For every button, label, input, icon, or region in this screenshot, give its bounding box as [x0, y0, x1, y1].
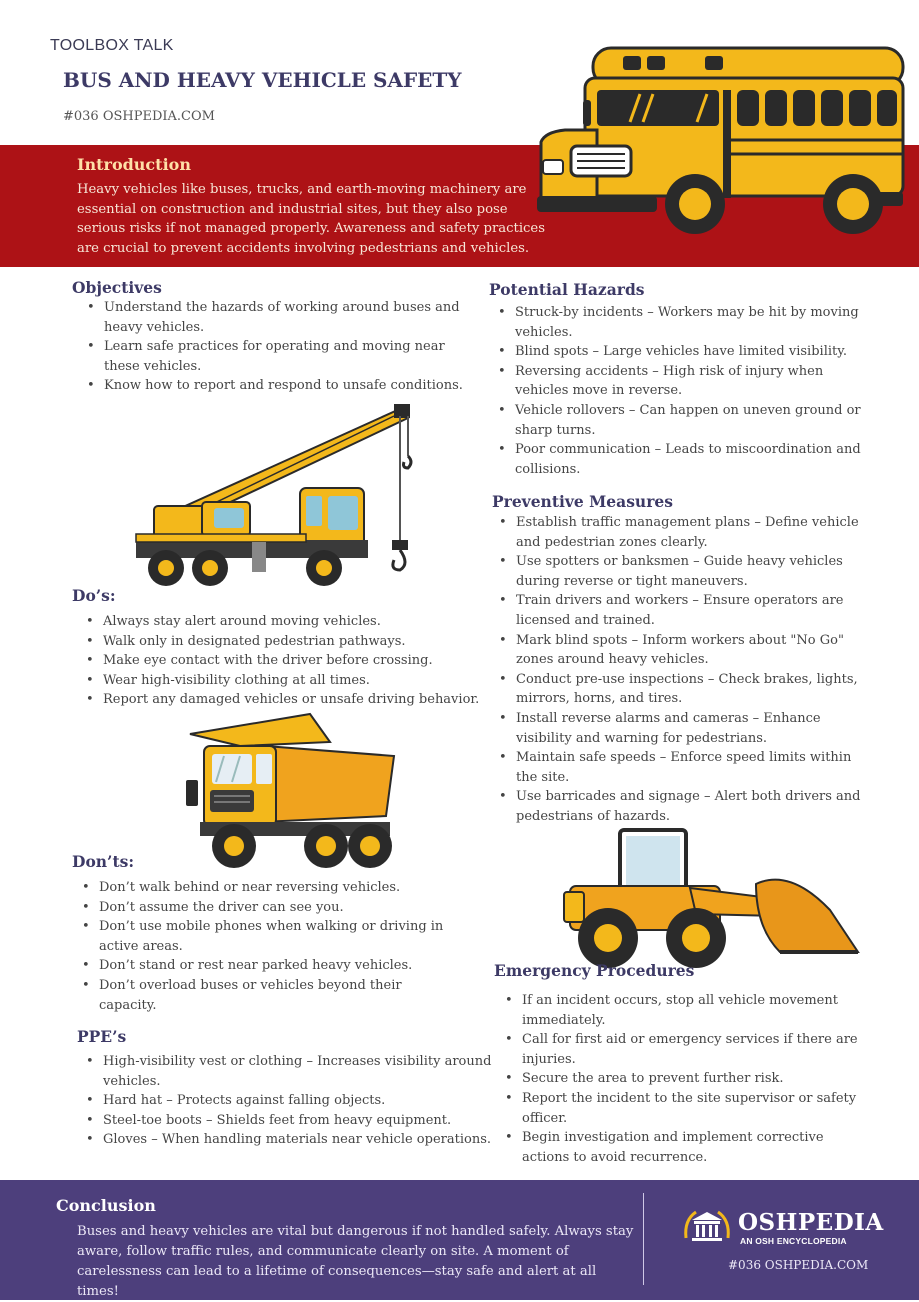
list-item: • Begin investigation and implement corrective actions to avoid recurrence. [505, 1128, 870, 1167]
list-item: • Secure the area to prevent further risk. [505, 1069, 870, 1089]
list-item: • Blind spots – Large vehicles have limited visibility. [498, 342, 873, 362]
list-item: • Understand the hazards of working around buses and heavy vehicles. [87, 298, 467, 337]
hazards-list [498, 303, 873, 479]
footer-divider [643, 1193, 644, 1285]
emergency-title: Emergency Procedures [494, 961, 695, 980]
list-item: • Report the incident to the site supervisor or safety officer. [505, 1089, 870, 1128]
dos-title: Do’s: [72, 586, 116, 605]
dos-list [86, 612, 486, 710]
list-item: • Steel-toe boots – Shields feet from heavy equipment. [86, 1111, 496, 1131]
list-item: • Make eye contact with the driver before crossing. [86, 651, 486, 671]
list-item: • Always stay alert around moving vehicles. [86, 612, 486, 632]
footer-number: #036 OSHPEDIA.COM [728, 1258, 869, 1272]
list-item: • Don’t use mobile phones when walking or driving in active areas. [82, 917, 462, 956]
list-item: • Train drivers and workers – Ensure operators are licensed and trained. [499, 591, 869, 630]
list-item: • Maintain safe speeds – Enforce speed limits within the site. [499, 748, 869, 787]
crane-truck-icon [132, 402, 422, 590]
list-item: • Don’t stand or rest near parked heavy vehicles. [82, 956, 462, 976]
preventive-title: Preventive Measures [492, 492, 673, 511]
introduction-title: Introduction [77, 155, 191, 174]
list-item: • Poor communication – Leads to miscoordination and collisions. [498, 440, 873, 479]
list-item: • Conduct pre-use inspections – Check brakes, lights, mirrors, horns, and tires. [499, 670, 869, 709]
ppe-title: PPE’s [77, 1027, 127, 1046]
ppe-list [86, 1052, 496, 1150]
talk-number: #036 OSHPEDIA.COM [63, 109, 215, 124]
oshpedia-emblem-icon [682, 1206, 732, 1246]
list-item: • Learn safe practices for operating and moving near these vehicles. [87, 337, 467, 376]
list-item: • Walk only in designated pedestrian pathways. [86, 632, 486, 652]
hazards-title: Potential Hazards [489, 280, 645, 299]
donts-title: Don’ts: [72, 852, 135, 871]
list-item: • Use spotters or banksmen – Guide heavy vehicles during reverse or tight maneuvers. [499, 552, 869, 591]
logo-tagline: AN OSH ENCYCLOPEDIA [740, 1236, 847, 1246]
objectives-list [87, 298, 467, 396]
conclusion-text: Buses and heavy vehicles are vital but dangerous if not handled safely. Always stay aware, follow traffic rules, and communicate clearly on site. A moment of carelessness can lead to a lifetime of consequences—stay safe and alert at all times! [77, 1224, 634, 1299]
list-item: • Mark blind spots – Inform workers about "No Go" zones around heavy vehicles. [499, 631, 869, 670]
list-item: • Gloves – When handling materials near vehicle operations. [86, 1130, 496, 1150]
list-item: • Use barricades and signage – Alert both drivers and pedestrians of hazards. [499, 787, 869, 826]
list-item: • Don’t walk behind or near reversing vehicles. [82, 878, 462, 898]
emergency-list [505, 991, 870, 1167]
list-item: • Establish traffic management plans – Define vehicle and pedestrian zones clearly. [499, 513, 869, 552]
list-item: • Don’t assume the driver can see you. [82, 898, 462, 918]
list-item: • Know how to report and respond to unsafe conditions. [87, 376, 467, 396]
list-item: • Wear high-visibility clothing at all times. [86, 671, 486, 691]
list-item: • Reversing accidents – High risk of injury when vehicles move in reverse. [498, 362, 873, 401]
introduction-text: Heavy vehicles like buses, trucks, and earth-moving machinery are essential on construction and industrial sites, but they also pose serious risks if not managed properly. Awareness and safety practices are crucial to prevent accidents involving pedestrians and vehicles. [77, 182, 546, 256]
dump-truck-icon [180, 712, 398, 872]
list-item: • Install reverse alarms and cameras – Enhance visibility and warning for pedestrians. [499, 709, 869, 748]
page-title: BUS AND HEAVY VEHICLE SAFETY [63, 68, 462, 92]
school-bus-icon [535, 42, 907, 242]
list-item: • Hard hat – Protects against falling objects. [86, 1091, 496, 1111]
list-item: • High-visibility vest or clothing – Increases visibility around vehicles. [86, 1052, 496, 1091]
objectives-title: Objectives [72, 278, 162, 297]
logo-wordmark: OSHPEDIA [738, 1209, 884, 1236]
wheel-loader-icon [560, 828, 860, 972]
list-item: • If an incident occurs, stop all vehicle movement immediately. [505, 991, 870, 1030]
preventive-list [499, 513, 869, 827]
list-item: • Call for first aid or emergency services if there are injuries. [505, 1030, 870, 1069]
list-item: • Vehicle rollovers – Can happen on uneven ground or sharp turns. [498, 401, 873, 440]
donts-list [82, 878, 462, 1015]
list-item: • Don’t overload buses or vehicles beyond their capacity. [82, 976, 462, 1015]
list-item: • Struck-by incidents – Workers may be hit by moving vehicles. [498, 303, 873, 342]
list-item: • Report any damaged vehicles or unsafe driving behavior. [86, 690, 486, 710]
conclusion-title: Conclusion [56, 1196, 156, 1215]
toolbox-label: TOOLBOX TALK [50, 37, 174, 54]
